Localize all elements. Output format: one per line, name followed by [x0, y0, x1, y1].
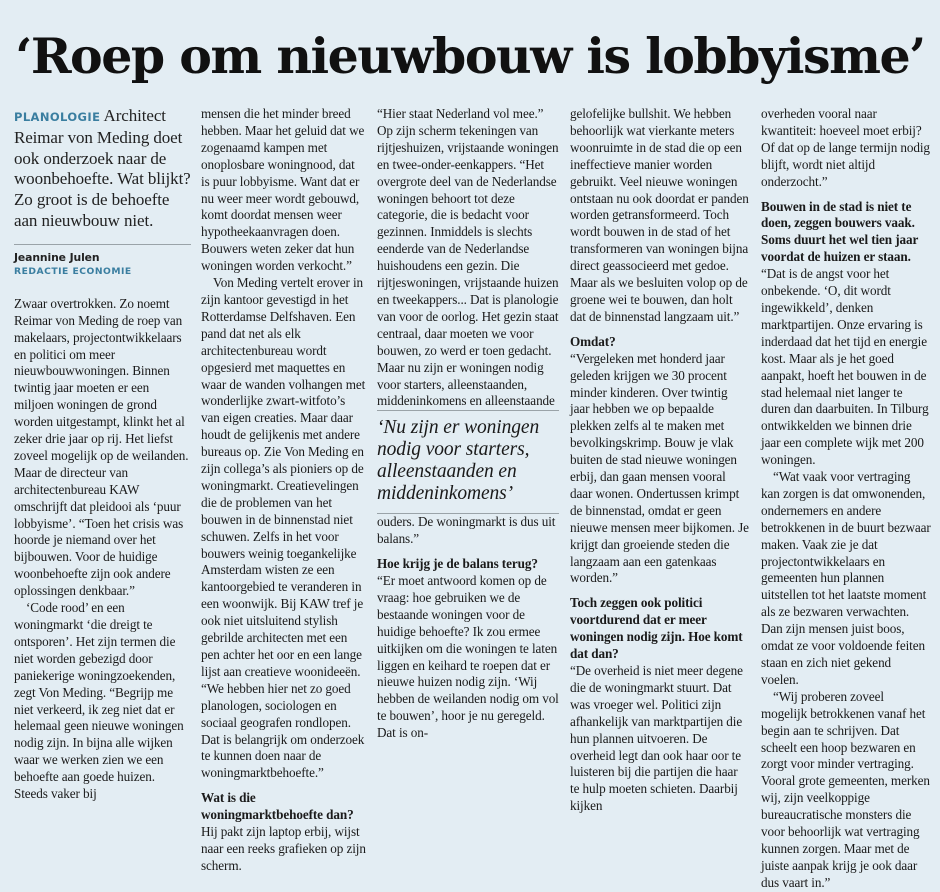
- subhead: Hoe krijg je de balans terug?: [377, 556, 538, 572]
- column-2: [201, 106, 366, 873]
- paragraph: ‘Code rood’ en een woningmarkt ‘die dreigt te ontsporen’. Het zijn termen die niet worden gebezigd door paniekerige woningzoekenden, zegt Von Meding. “Begrijp me niet verkeerd, ik zeg niet dat er helemaal geen nieuwe woningen nodig zijn. In bijna alle wijken waar we werken zien we een behoefte aan goede huizen. Steeds vaker bij: [14, 600, 184, 802]
- paragraph: Zwaar overtrokken. Zo noemt Reimar von Meding de roep van makelaars, projectontwikkelaars en politici om meer nieuwbouwwoningen. Binnen twintig jaar moeten er een miljoen woningen de grond worden uitgestampt, klinkt het al zeker drie jaar op rij. Het liefst zoveel mogelijk op de weilanden. Maar de directeur van architectenbureau KAW omschrijft dat pleidooi als ‘puur lobbyisme’. “Toen het crisis was hoorde je niemand over het bijbouwen. Voor de huidige woonbehoefte zijn ook andere oplossingen denkbaar.”: [14, 295, 189, 599]
- paragraph: overheden vooral naar kwantiteit: hoeveel moet erbij? Of dat op de lange termijn nodig blijft, wordt niet altijd onderzocht.”: [761, 106, 930, 189]
- paragraph: “Dat is de angst voor het onbekende. ‘O, dit wordt ingewikkeld’, denken marktpartijen. Onze ervaring is inderdaad dat het tijd en energie kost. Maar als je het goed aanpakt, hoeft het bouwen in de stad helemaal niet langer te duren dan daarbuiten. In Tilburg ontwikkelden we binnen drie jaar een complete wijk met 200 woningen.: [761, 266, 929, 468]
- column-3: [377, 106, 559, 741]
- column-1: [14, 106, 191, 802]
- paragraph: “Wat vaak voor vertraging kan zorgen is dat omwonenden, ondernemers en andere betrokkenen in de buurt bezwaar maken. Vaak zie je dat projectontwikkelaars en gemeenten hun plannen uitstellen tot het laatste moment als ze bezwaren verwachten. Dan zijn mensen juist boos, omdat ze voor voldoende feiten staan en zich niet gekend voelen.: [761, 469, 931, 687]
- subhead: Omdat?: [570, 333, 616, 349]
- paragraph: “Vergeleken met honderd jaar geleden krijgen we 30 procent minder kinderen. Over twintig jaar hebben we op bepaalde plekken zelfs al te maken met bevolkingskrimp. Bouw je vlak buiten de stad nieuwe woningen erbij, dan gaan mensen vooral daar wonen. Ondertussen krimpt de binnenstad, omdat er geen nieuwe mensen meer bijkomen. Je krijgt dan groeiende steden die langzaam aan een gatenkaas worden.”: [570, 350, 749, 586]
- subhead: Wat is die woningmarktbehoefte dan?: [201, 790, 354, 823]
- intro: [14, 106, 191, 232]
- author: Jeannine Julen: [14, 250, 100, 264]
- subhead: Bouwen in de stad is niet te doen, zeggen bouwers vaak. Soms duurt het wel tien jaar voordat de huizen er staan.: [761, 198, 919, 265]
- paragraph: gelofelijke bullshit. We hebben behoorlijk wat vierkante meters woonruimte in de stad die op een ineffectieve manier worden gebruikt. Veel nieuwe woningen ontstaan nu ook doordat er panden worden getransformeerd. Toch wordt bouwen in de stad of het transformeren van woningen bijna direct geassocieerd met gedoe. Maar als we besluiten volop op de groene wei te bouwen, dan holt dat de binnenstad langzaam uit.”: [570, 106, 749, 324]
- paragraph: Von Meding vertelt erover in zijn kantoor gevestigd in het Rotterdamse Delfshaven. Een pand dat net als elk architectenbureau wordt opgesierd met maquettes en waar de wanden volhangen met wonderlijke zwart-witfoto’s van eigen creaties. Maar daar houdt de gelijkenis met andere bureaus op. Zie Von Meding en zijn collega’s als pioniers op de woningmarkt. Creatievelingen die de problemen van het bouwen in de binnenstad niet schuwen. Zelfs in het voor bouwers weinig toegankelijke Amsterdam wisten ze een kantoorgebied te veranderen in een woonwijk. Bij KAW tref je ook niet uitsluitend stylish gebrilde architecten met een pen achter het oor en een lange lijst aan creatieve woonideeën. “We hebben hier net zo goed planologen, sociologen en sociaal geografen rondlopen. Dat is belangrijk om onderzoek te kunnen doen naar de woningmarktbehoefte.”: [201, 275, 366, 781]
- paragraph: Hij pakt zijn laptop erbij, wijst naar een reeks grafieken op zijn scherm.: [201, 824, 366, 873]
- headline: ‘Roep om nieuwbouw is lobbyisme’: [15, 27, 925, 85]
- column-5: [761, 106, 931, 890]
- paragraph: “Er moet antwoord komen op de vraag: hoe gebruiken we de bestaande woningen voor de huidige behoefte? Ik zou ermee uitkijken om die woningen te laten liggen en keihard te roepen dat er nieuwe huizen nodig zijn. ‘Wij hebben de weilanden nodig om vol te bouwen’, hoor je nu geregeld. Dat is on-: [377, 573, 559, 741]
- subhead: Toch zeggen ook politici voortdurend dat er meer woningen nodig zijn. Hoe komt dat dan?: [570, 595, 743, 662]
- kicker: PLANOLOGIE: [14, 110, 101, 124]
- byline: [14, 244, 191, 278]
- paragraph: ouders. De woningmarkt is dus uit balans.”: [377, 514, 556, 547]
- intro-text: Architect Reimar von Meding doet ook onderzoek naar de woonbehoefte. Wat blijkt? Zo groot is de behoefte aan nieuwbouw niet.: [14, 106, 191, 230]
- paragraph: “De overheid is niet meer degene die de woningmarkt stuurt. Dat was vroeger wel. Politici zijn afhankelijk van marktpartijen die hun plannen uitvoeren. De overheid legt dan ook haar oor te luisteren bij die partijen die haar te hulp moeten schieten. Daarbij kijken: [570, 663, 743, 814]
- pull-quote: ‘Nu zijn er woningen nodig voor starters, alleenstaanden en middeninkomens’: [377, 410, 559, 514]
- paragraph: “Wij proberen zoveel mogelijk betrokkenen vanaf het begin aan te schrijven. Dat scheelt een hoop bezwaren en zorgt voor minder vertraging. Vooral grote gemeenten, merken wij, zijn veelkoppige bureaucratische monsters die voor behoorlijk wat vertraging kunnen zorgen. Maar met de juiste aanpak krijg je ook daar dus vaart in.”: [761, 688, 930, 890]
- paragraph: “Hier staat Nederland vol mee.” Op zijn scherm tekeningen van rijtjeshuizen, vrijstaande woningen en twee-onder-eenkappers. “Het overgrote deel van de Nederlandse woningen behoort tot deze categorie, die is bedacht voor gezinnen. Inmiddels is slechts eenderde van de Nederlandse huishoudens een gezin. Die rijtjeswoningen, vrijstaande huizen en tweekappers... Dat is planologie van voor de oorlog. Het gezin staat centraal, daar moeten we voor bouwen, zo werd er toen gedacht. Maar nu zijn er woningen nodig voor starters, alleenstaanden, middeninkomens en alleenstaande: [377, 106, 559, 409]
- paragraph: mensen die het minder breed hebben. Maar het geluid dat we zogenaamd kampen met onoplosbare woningnood, dat is puur lobbyisme. Want dat er nu weer meer wordt gebouwd, komt doordat mensen weer hypotheekaanvragen doen. Bouwers weten zeker dat hun woningen worden verkocht.”: [201, 106, 365, 274]
- column-4: [570, 106, 750, 814]
- desk: REDACTIE ECONOMIE: [14, 265, 132, 277]
